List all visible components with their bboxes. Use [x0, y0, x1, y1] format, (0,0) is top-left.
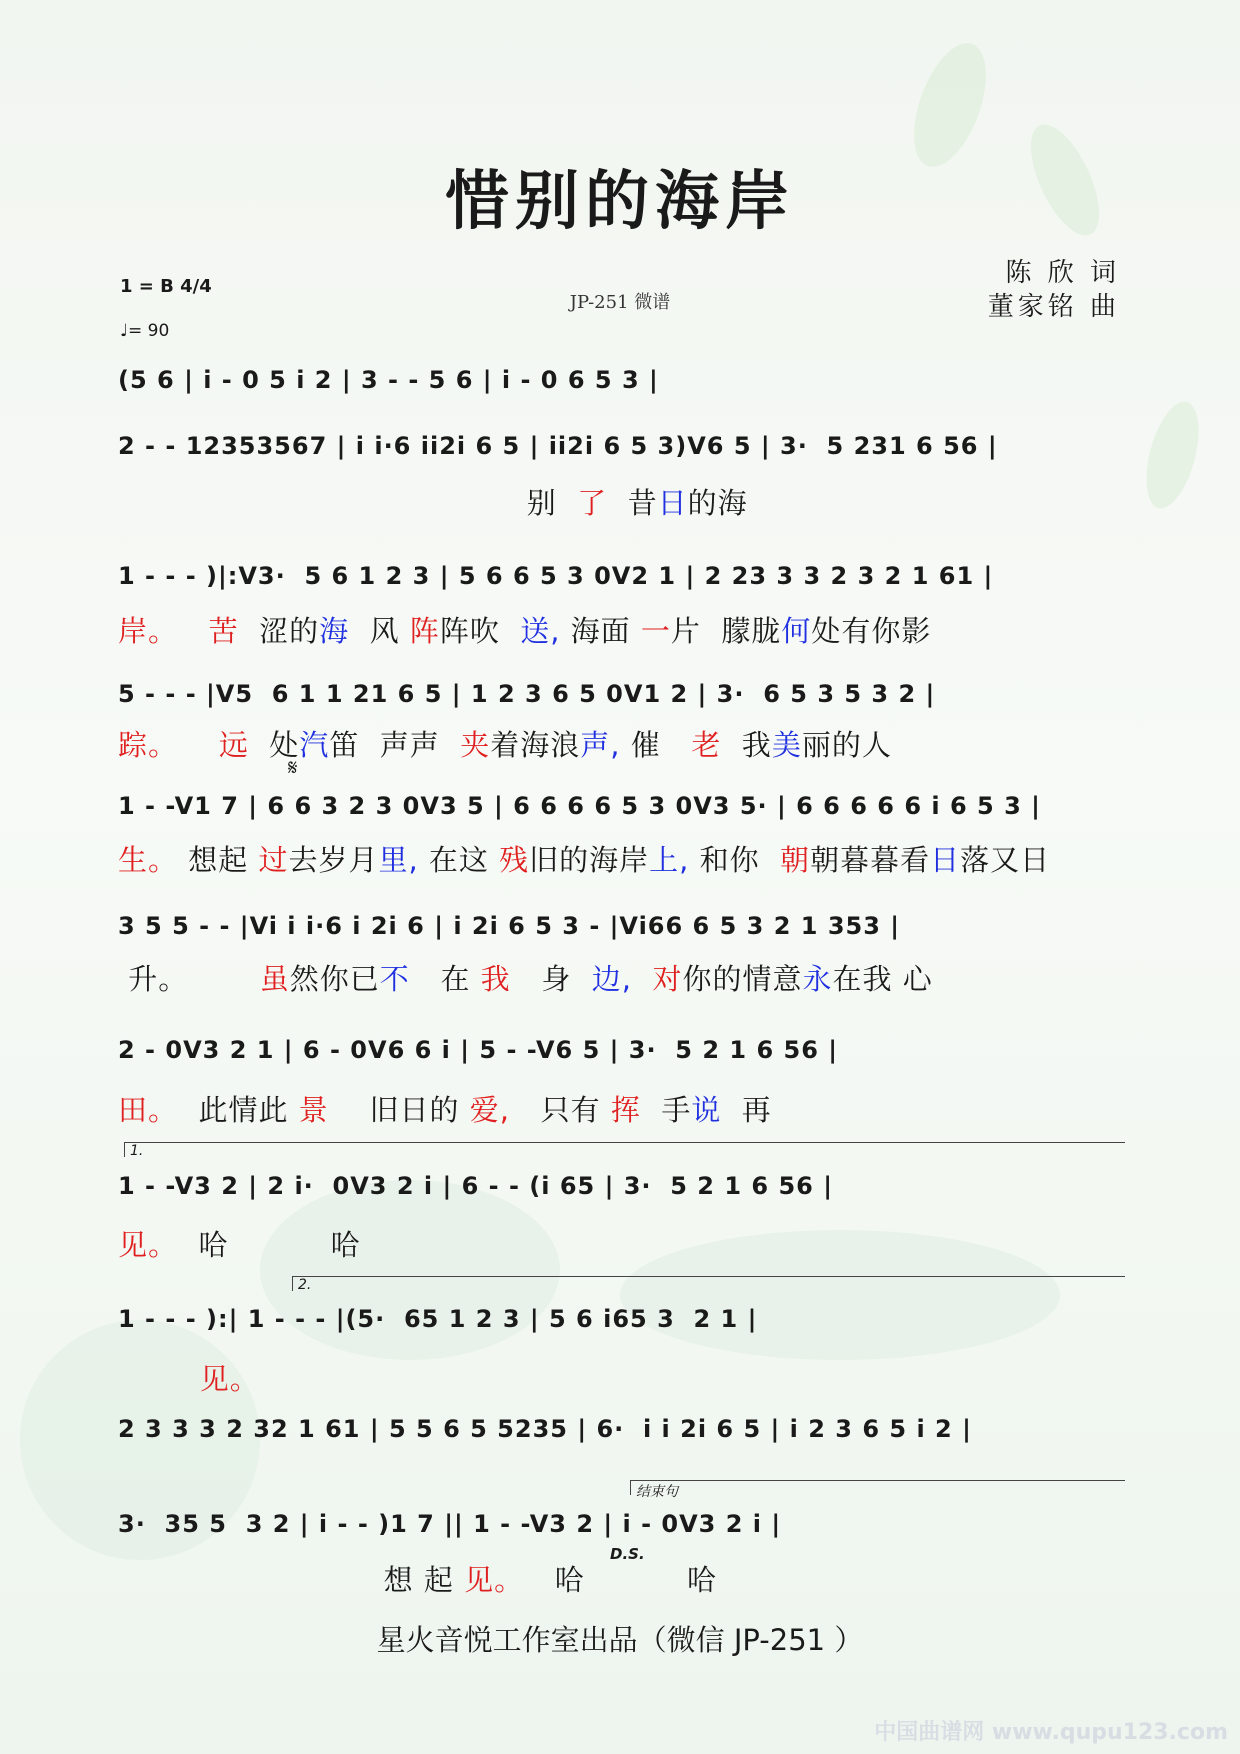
lyric-line: [118, 1558, 1123, 1599]
lyric-segment: 岸。: [118, 614, 179, 648]
lyric-segment: 只有: [510, 1093, 611, 1127]
lyric-segment: 见。: [199, 1362, 260, 1396]
lyric-segment: 去岁月: [288, 843, 379, 877]
lyric-segment: 哈 哈: [524, 1563, 717, 1597]
volta-ending: 结束句: [630, 1480, 1125, 1495]
lyric-segment: 再: [721, 1093, 772, 1127]
lyric-segment: 阵: [409, 614, 440, 648]
tempo-mark: ♩= 90: [120, 321, 170, 341]
score-line: 2 3 3 3 2 32 1 61 | 5 5 6 5 5235 | 6· i i 2i 6 5 | i 2 3 6 5 i 2 |: [118, 1415, 972, 1443]
lyric-segment: 阵吹: [439, 614, 521, 648]
lyric-segment: 你的情意: [682, 962, 803, 996]
score-line: 3 5 5 - - |Vi i i·6 i 2i 6 | i 2i 6 5 3 - |Vi66 6 5 3 2 1 353 |: [118, 912, 901, 940]
lyric-segment: 不: [379, 962, 410, 996]
lyric-line: [118, 481, 1123, 522]
lyric-line: [118, 609, 1123, 650]
lyric-segment: 在: [409, 962, 481, 996]
lyric-line: [118, 957, 1123, 998]
lyric-segment: 片 朦胧: [670, 614, 782, 648]
lyric-segment: 上,: [649, 843, 690, 877]
lyric-segment: 见。: [464, 1563, 525, 1597]
lyric-segment: 了: [577, 486, 608, 520]
lyric-segment: 朝: [780, 843, 811, 877]
lyric-segment: 远: [218, 728, 249, 762]
lyric-segment: 风: [349, 614, 410, 648]
lyric-line: [118, 1223, 1123, 1264]
lyric-segment: 汽: [299, 728, 330, 762]
lyric-segment: 边,: [591, 962, 632, 996]
lyric-segment: [178, 728, 219, 762]
lyric-segment: 涩的: [238, 614, 320, 648]
composer: 董家铭 曲: [987, 292, 1120, 322]
score-line: (5 6 | i - 0 5 i 2 | 3 - - 5 6 | i - 0 6 5 3 |: [118, 366, 659, 394]
lyric-segment: 海: [319, 614, 350, 648]
lyric-line: [118, 838, 1123, 879]
lyric-segment: 一: [640, 614, 671, 648]
lyric-segment: [118, 1362, 200, 1396]
song-title: 惜别的海岸: [445, 164, 795, 239]
lyric-segment: 丽的人: [801, 728, 892, 762]
lyric-segment: 处: [248, 728, 300, 762]
lyric-segment: 别: [118, 486, 578, 520]
lyric-segment: 此情此: [178, 1093, 299, 1127]
lyric-segment: 日: [657, 486, 688, 520]
lyric-segment: 景: [298, 1093, 329, 1127]
source-label: JP-251 微谱: [569, 292, 671, 313]
lyric-segment: 朝暮暮看: [810, 843, 931, 877]
lyric-segment: 里,: [378, 843, 419, 877]
volta-2: 2.: [292, 1276, 1125, 1291]
lyric-segment: 身: [510, 962, 592, 996]
lyric-segment: 我: [721, 728, 772, 762]
lyric-segment: 笛 声声: [329, 728, 461, 762]
lyric-segment: 升。: [118, 962, 260, 996]
volta-1: 1.: [124, 1142, 1125, 1157]
lyric-segment: 虽: [259, 962, 290, 996]
lyric-segment: 昔: [607, 486, 658, 520]
lyric-segment: 旧的海岸: [529, 843, 650, 877]
lyric-segment: 的海: [687, 486, 748, 520]
lyric-segment: 残: [499, 843, 530, 877]
lyric-segment: 想起: [178, 843, 259, 877]
lyric-segment: 苦: [208, 614, 239, 648]
segno-mark: 𝄋: [288, 756, 298, 781]
lyric-segment: 爱,: [469, 1093, 510, 1127]
publisher-footer: 星火音悦工作室出品（微信 JP-251 ）: [376, 1623, 864, 1657]
lyric-segment: 处有你影: [811, 614, 932, 648]
lyric-segment: 送,: [520, 614, 561, 648]
leaf-decoration: [1137, 396, 1209, 514]
lyric-segment: 在我 心: [832, 962, 933, 996]
lyricist: 陈 欣 词: [1005, 258, 1120, 288]
lyric-segment: 见。: [118, 1228, 179, 1262]
lyric-segment: [632, 962, 652, 996]
lyric-segment: 哈 哈: [178, 1228, 361, 1262]
lyric-segment: 想 起: [118, 1563, 465, 1597]
lyric-segment: 何: [781, 614, 812, 648]
lyric-segment: 旧日的: [328, 1093, 470, 1127]
lyric-segment: 着海浪: [490, 728, 581, 762]
site-watermark: 中国曲谱网 www.qupu123.com: [874, 1720, 1228, 1745]
lyric-segment: 永: [802, 962, 833, 996]
lyric-segment: 声,: [580, 728, 621, 762]
lyric-segment: 老: [691, 728, 722, 762]
lyric-segment: 夹: [460, 728, 491, 762]
score-line: 5 - - - |V5 6 1 1 21 6 5 | 1 2 3 6 5 0V1 2 | 3· 6 5 3 5 3 2 |: [118, 680, 936, 708]
lyric-segment: 我: [480, 962, 511, 996]
lyric-segment: 在这: [418, 843, 500, 877]
score-line: 1 - - - ):| 1 - - - |(5· 65 1 2 3 | 5 6 i65 3 2 1 |: [118, 1305, 758, 1333]
lyric-segment: 和你: [689, 843, 781, 877]
lotus-leaf-decoration: [260, 1180, 560, 1360]
lyric-segment: 海面: [560, 614, 641, 648]
lyric-line: [118, 1357, 1123, 1398]
lyric-segment: [178, 614, 209, 648]
lyric-segment: 挥: [610, 1093, 641, 1127]
lyric-segment: 催: [620, 728, 692, 762]
score-line: 2 - 0V3 2 1 | 6 - 0V6 6 i | 5 - -V6 5 | 3· 5 2 1 6 56 |: [118, 1036, 839, 1064]
key-signature: 1 = B 4/4: [120, 276, 212, 297]
lyric-line: [118, 723, 1123, 764]
lyric-segment: 落又日: [960, 843, 1051, 877]
score-line: 1 - -V3 2 | 2 i· 0V3 2 i | 6 - - (i 65 | 3· 5 2 1 6 56 |: [118, 1172, 833, 1200]
ds-marker: D.S.: [610, 1545, 645, 1563]
lyric-line: [118, 1088, 1123, 1129]
lyric-segment: 手: [640, 1093, 692, 1127]
lyric-segment: 田。: [118, 1093, 179, 1127]
lyric-segment: 日: [930, 843, 961, 877]
score-line: 1 - -V1 7 | 6 6 3 2 3 0V3 5 | 6 6 6 6 5 3 0V3 5· | 6 6 6 6 6 i 6 5 3 |: [118, 792, 1041, 820]
lyric-segment: 踪。: [118, 728, 179, 762]
score-line: 3· 35 5 3 2 | i - - )1 7 || 1 - -V3 2 | i - 0V3 2 i |: [118, 1510, 782, 1538]
lyric-segment: 然你已: [289, 962, 380, 996]
credits: [988, 256, 1120, 324]
lyric-segment: 生。: [118, 843, 179, 877]
lyric-segment: 说: [691, 1093, 722, 1127]
score-line: 1 - - - )|:V3· 5 6 1 2 3 | 5 6 6 5 3 0V2 1 | 2 23 3 3 2 3 2 1 61 |: [118, 562, 994, 590]
lyric-segment: 美: [771, 728, 802, 762]
lyric-segment: 过: [258, 843, 289, 877]
score-line: 2 - - 12353567 | i i·6 ii2i 6 5 | ii2i 6 5 3)V6 5 | 3· 5 231 6 56 |: [118, 432, 998, 460]
lyric-segment: 对: [652, 962, 683, 996]
